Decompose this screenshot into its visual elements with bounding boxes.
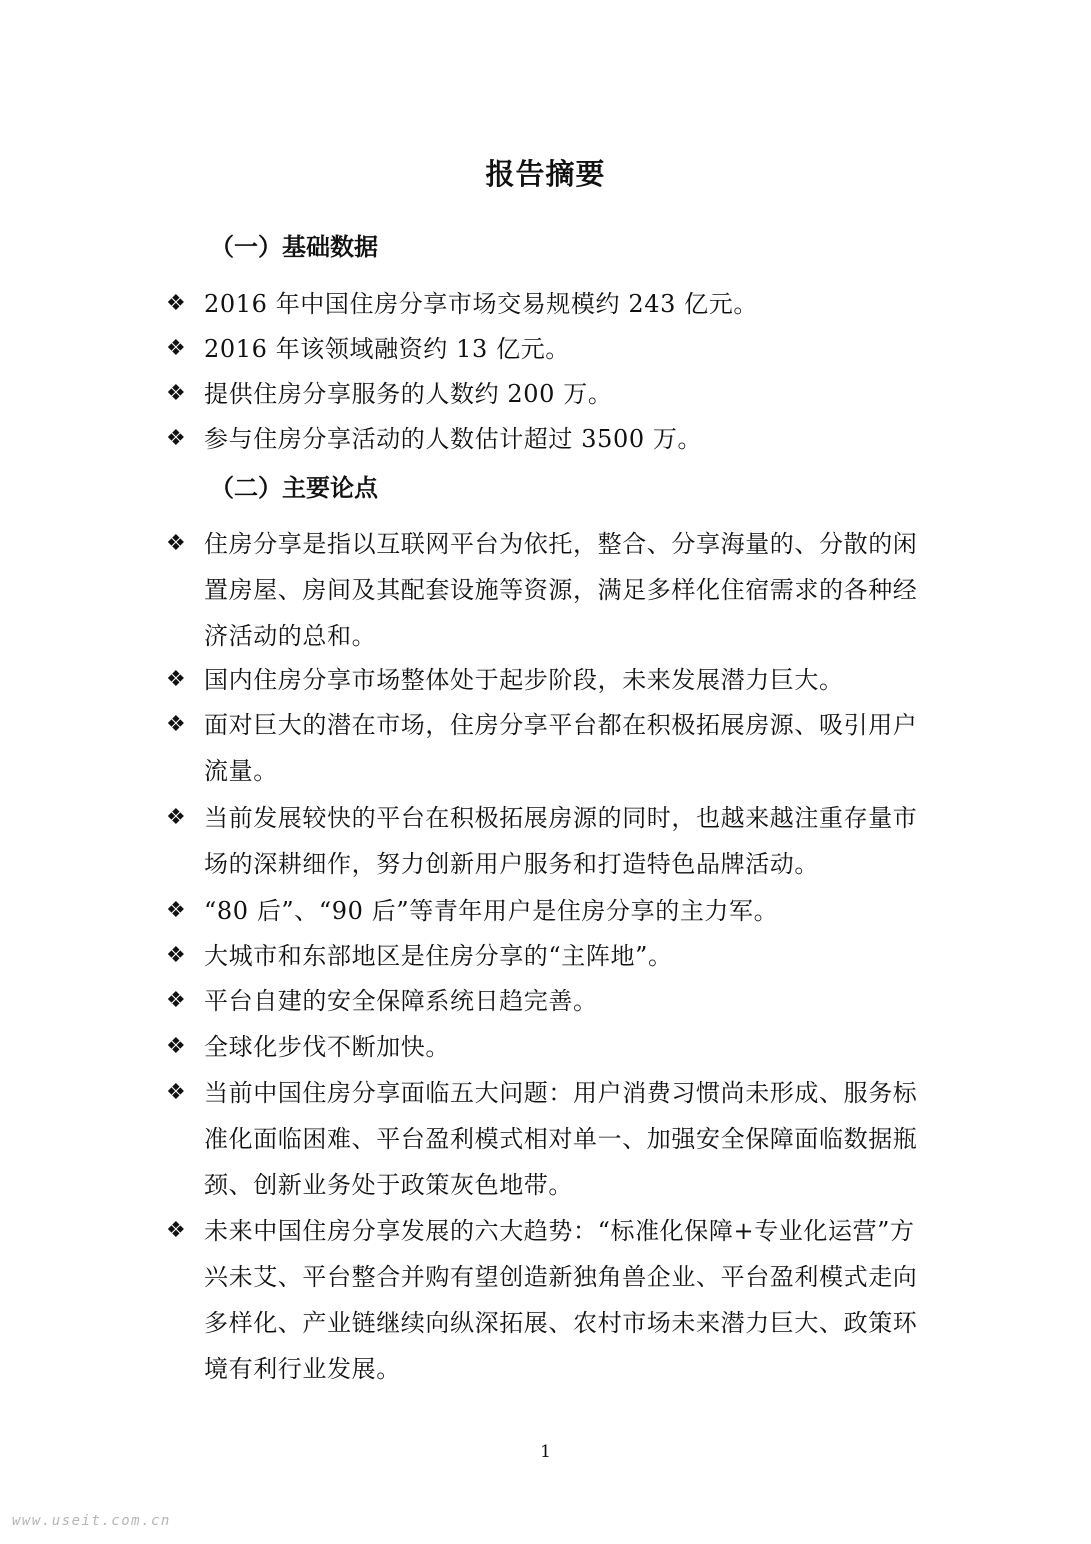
list-item-text: 面对巨大的潜在市场，住房分享平台都在积极拓展房源、吸引用户流量。: [204, 711, 918, 785]
diamond-bullet-icon: ❖: [166, 712, 186, 737]
list-item-text: 大城市和东部地区是住房分享的“主阵地”。: [204, 942, 673, 970]
diamond-bullet-icon: ❖: [166, 381, 186, 406]
list-item: [166, 1070, 936, 1208]
list-item: [166, 1024, 936, 1070]
list-item: [166, 795, 936, 887]
watermark-text: www.useit.com.cn: [12, 1513, 171, 1529]
list-item-text: 平台自建的安全保障系统日趋完善。: [204, 987, 598, 1015]
list-item: [166, 326, 936, 372]
section-heading-basic-data: （一）基础数据: [210, 232, 378, 261]
list-item-text: 住房分享是指以互联网平台为依托，整合、分享海量的、分散的闲置房屋、房间及其配套设施等资源，满足多样化住宿需求的各种经济活动的总和。: [204, 530, 918, 650]
diamond-bullet-icon: ❖: [166, 898, 186, 923]
list-item: [166, 702, 936, 794]
list-item-text: 当前中国住房分享面临五大问题：用户消费习惯尚未形成、服务标准化面临困难、平台盈利模式相对单一、加强安全保障面临数据瓶颈、创新业务处于政策灰色地带。: [204, 1079, 918, 1199]
list-item-text: 当前发展较快的平台在积极拓展房源的同时，也越来越注重存量市场的深耕细作，努力创新用户服务和打造特色品牌活动。: [204, 804, 918, 878]
diamond-bullet-icon: ❖: [166, 1034, 186, 1059]
section-heading-main-points: （二）主要论点: [210, 473, 378, 502]
diamond-bullet-icon: ❖: [166, 1080, 186, 1105]
list-item: [166, 657, 936, 703]
list-item: [166, 933, 936, 979]
list-item-text: 2016 年中国住房分享市场交易规模约 243 亿元。: [204, 290, 758, 318]
list-item: [166, 281, 936, 327]
list-item-text: 未来中国住房分享发展的六大趋势：“标准化保障+专业化运营”方兴未艾、平台整合并购有望创造新独角兽企业、平台盈利模式走向多样化、产业链继续向纵深拓展、农村市场未来潜力巨大、政策环境有利行业发展。: [204, 1217, 918, 1383]
list-item: [166, 1208, 936, 1392]
diamond-bullet-icon: ❖: [166, 531, 186, 556]
list-item: [166, 371, 936, 417]
diamond-bullet-icon: ❖: [166, 805, 186, 830]
page-number: 1: [540, 1442, 551, 1462]
list-item-text: 全球化步伐不断加快。: [204, 1033, 450, 1061]
list-item: [166, 978, 936, 1024]
diamond-bullet-icon: ❖: [166, 1218, 186, 1243]
list-item: [166, 888, 936, 934]
list-item: [166, 521, 936, 659]
list-item: [166, 416, 936, 462]
list-item-text: 国内住房分享市场整体处于起步阶段，未来发展潜力巨大。: [204, 666, 844, 694]
diamond-bullet-icon: ❖: [166, 943, 186, 968]
diamond-bullet-icon: ❖: [166, 291, 186, 316]
list-item-text: “80 后”、“90 后”等青年用户是住房分享的主力军。: [204, 897, 779, 925]
diamond-bullet-icon: ❖: [166, 426, 186, 451]
list-item-text: 提供住房分享服务的人数约 200 万。: [204, 380, 613, 408]
diamond-bullet-icon: ❖: [166, 988, 186, 1013]
page-title: 报告摘要: [485, 157, 606, 191]
list-item-text: 2016 年该领域融资约 13 亿元。: [204, 335, 570, 363]
diamond-bullet-icon: ❖: [166, 667, 186, 692]
list-item-text: 参与住房分享活动的人数估计超过 3500 万。: [204, 425, 703, 453]
diamond-bullet-icon: ❖: [166, 336, 186, 361]
